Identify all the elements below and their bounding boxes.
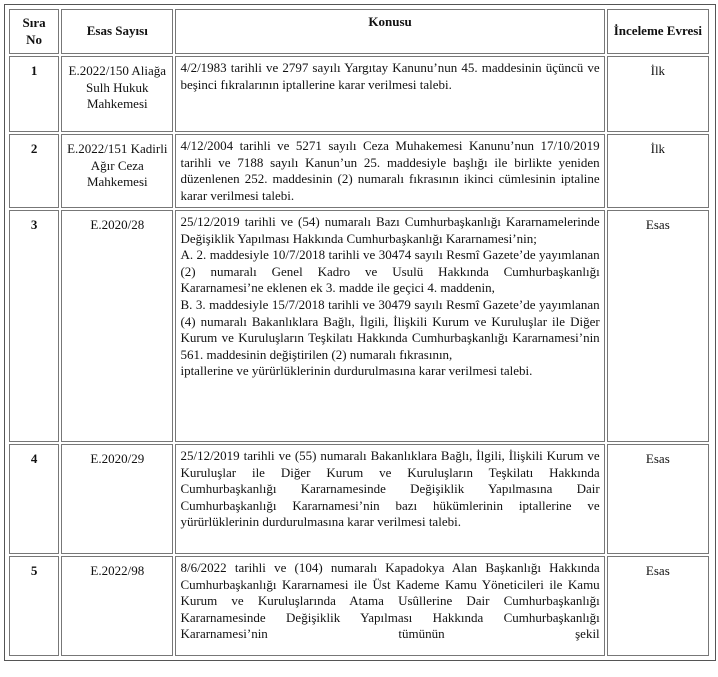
konu-paragraph: A. 2. maddesiyle 10/7/2018 tarihli ve 30474 sayılı Resmî Gazete’de yayımlanan (2) numaralı Genel Kadro ve Usulü Hakkında Cumhurbaşkanlığı Kararnamesi’ne eklenen ek 3. madde ile geçici 4. maddenin, — [180, 247, 600, 296]
konu-paragraph: B. 3. maddesiyle 15/7/2018 tarihli ve 30479 sayılı Resmî Gazete’de yayımlanan (4) numaralı Bakanlıklara Bağlı, İlgili, İlişkili Kurum ve Kuruluşlar ile Diğer Kurum ve Kuruluşların Teşkilatı Hakkında Cumhurbaşkanlığı Kararnamesi’nin 561. maddesinin değiştirilen (2) numaralı fıkrasının, — [180, 296, 600, 362]
row-evre: İlk — [607, 56, 709, 132]
row-esas: E.2022/151 Kadirli Ağır Ceza Mahkemesi — [61, 134, 173, 208]
table-header-row — [9, 9, 709, 54]
table-row — [9, 210, 709, 442]
table-row — [9, 134, 709, 208]
row-evre: Esas — [607, 556, 709, 656]
row-konu — [175, 134, 604, 208]
header-konusu: Konusu — [175, 9, 604, 54]
row-evre: Esas — [607, 210, 709, 442]
table-row — [9, 56, 709, 132]
table-row — [9, 444, 709, 554]
header-sira-no: Sıra No — [9, 9, 59, 54]
row-konu — [175, 56, 604, 132]
row-sira: 4 — [9, 444, 59, 554]
row-sira: 1 — [9, 56, 59, 132]
row-konu — [175, 556, 604, 656]
row-konu — [175, 444, 604, 554]
konu-paragraph: 25/12/2019 tarihli ve (54) numaralı Bazı Cumhurbaşkanlığı Kararnamelerinde Değişiklik Yapılması Hakkında Cumhurbaşkanlığı Kararnamesi’nin; — [180, 214, 600, 246]
row-esas: E.2020/29 — [61, 444, 173, 554]
table-row — [9, 556, 709, 656]
row-konu — [175, 210, 604, 442]
document-frame — [4, 4, 716, 661]
row-evre: İlk — [607, 134, 709, 208]
case-table — [7, 7, 711, 658]
row-esas: E.2022/150 Aliağa Sulh Hukuk Mahkemesi — [61, 56, 173, 132]
header-inceleme-evresi: İnceleme Evresi — [607, 9, 709, 54]
header-esas-sayisi: Esas Sayısı — [61, 9, 173, 54]
row-esas: E.2022/98 — [61, 556, 173, 656]
row-sira: 3 — [9, 210, 59, 442]
konu-paragraph: 4/12/2004 tarihli ve 5271 sayılı Ceza Muhakemesi Kanunu’nun 17/10/2019 tarihli ve 7188 sayılı Kanun’un 25. maddesiyle başlığı ile birlikte yeniden düzenlenen 252. maddesinin (2) numaralı fıkrasının ikinci cümlesinin iptaline karar verilmesi talebi. — [180, 138, 600, 203]
konu-paragraph: iptallerine ve yürürlüklerinin durdurulmasına karar verilmesi talebi. — [180, 363, 533, 379]
konu-paragraph: 25/12/2019 tarihli ve (55) numaralı Bakanlıklara Bağlı, İlgili, İlişkili Kurum ve Kuruluşlar ile Diğer Kurum ve Kuruluşların Teşkilatı Hakkında Cumhurbaşkanlığı Kararnamesinde Değişiklik Yapılmasına Dair Cumhurbaşkanlığı Kararnamesi’nin bazı hükümlerinin iptallerine ve yürürlüklerinin durdurulmasına karar verilmesi talebi. — [180, 448, 600, 530]
konu-paragraph: 4/2/1983 tarihli ve 2797 sayılı Yargıtay Kanunu’nun 45. maddesinin üçüncü ve beşinci fıkralarının iptallerine karar verilmesi talebi. — [180, 60, 600, 92]
row-evre: Esas — [607, 444, 709, 554]
row-sira: 2 — [9, 134, 59, 208]
konu-paragraph: 8/6/2022 tarihli ve (104) numaralı Kapadokya Alan Başkanlığı Hakkında Cumhurbaşkanlığı Kararnamesi ile Üst Kademe Kamu Yöneticileri ile Kamu Kurum ve Kuruluşlarında Atama Usûllerine Dair Cumhurbaşkanlığı Kararnamesinde Değişiklik Yapılması Hakkında Cumhurbaşkanlığı Kararnamesi’nin tümünün şekil — [180, 560, 600, 642]
row-esas: E.2020/28 — [61, 210, 173, 442]
row-sira: 5 — [9, 556, 59, 656]
